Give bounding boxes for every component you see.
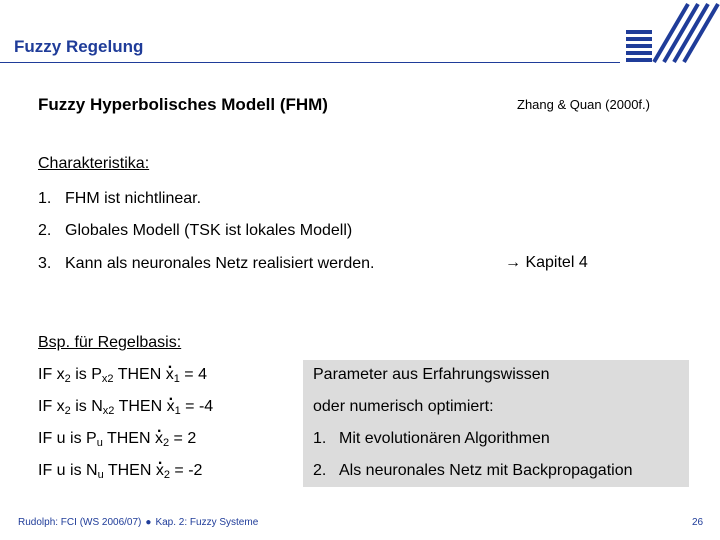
rule-set-subscript: x2 [102,405,115,417]
rule-line [38,366,207,385]
rule-then: THEN [103,462,156,479]
list-item [38,222,352,240]
rule-set-subscript: x2 [101,373,114,385]
rule-line [38,430,196,449]
list-text: Globales Modell (TSK ist lokales Modell) [65,222,353,239]
list-item [38,190,201,208]
footer [18,517,258,528]
university-logo-icon [618,0,720,66]
list-number: 2. [313,462,327,479]
rule-output-variable: . x [156,462,164,480]
rule-output-subscript: 1 [174,405,181,417]
list-number: 3. [38,255,52,272]
rule-set: is N [65,462,98,479]
rule-set: is P [65,430,97,447]
list-text: Mit evolutionären Algorithmen [339,430,550,447]
rule-line [38,462,202,481]
rule-premise: IF u [38,430,66,447]
rule-output-variable: . x [155,430,163,448]
chapter-reference: → Kapitel 4 [505,254,588,271]
rule-value: = -2 [169,462,203,479]
rule-then: THEN [102,430,155,447]
rulebase-heading: Bsp. für Regelbasis: [38,334,182,351]
rule-output-variable: . x [166,366,174,384]
rule-output-subscript: 1 [173,373,180,385]
page-number: 26 [692,517,704,528]
header-title: Fuzzy Regelung [14,37,144,56]
characteristics-heading: Charakteristika: [38,155,150,172]
list-number: 2. [38,222,52,239]
rule-then: THEN [114,398,167,415]
rule-premise: IF u [38,462,66,479]
parameter-text: Parameter aus Erfahrungswissen [313,366,550,383]
list-text: FHM ist nichtlinear. [65,190,202,207]
rule-output-subscript: 2 [162,437,170,449]
list-number: 1. [38,190,52,207]
rule-set: is N [70,398,103,415]
rule-line [38,398,213,417]
slide-subtitle: Fuzzy Hyperbolisches Modell (FHM) [38,95,328,114]
list-text: Als neuronales Netz mit Backpropagation [339,462,633,479]
parameter-text: oder numerisch optimiert: [313,398,494,415]
parameter-list-item [313,462,633,480]
rule-set-subscript: u [97,469,104,481]
rule-var-subscript: 2 [64,373,71,385]
footer-chapter: Kap. 2: Fuzzy Systeme [155,517,259,528]
rule-premise: IF x [38,366,65,383]
literature-reference: Zhang & Quan (2000f.) [517,97,650,112]
rule-premise: IF x [38,398,65,415]
list-text: Kann als neuronales Netz realisiert werden. [65,255,375,272]
footer-course: Rudolph: FCI (WS 2006/07) [18,517,142,528]
header-divider [0,62,620,63]
rule-output-subscript: 2 [163,469,170,481]
rule-value: = 2 [169,430,197,447]
rule-set: is P [70,366,102,383]
rule-value: = 4 [179,366,207,383]
footer-bullet-icon: ● [145,517,152,528]
parameter-list-item [313,430,550,448]
rule-value: = -4 [180,398,214,415]
list-item [38,255,375,273]
rule-output-variable: . x [167,398,175,416]
rule-set-subscript: u [96,437,103,449]
rule-then: THEN [113,366,166,383]
rule-var-subscript: 2 [64,405,71,417]
list-number: 1. [313,430,327,447]
